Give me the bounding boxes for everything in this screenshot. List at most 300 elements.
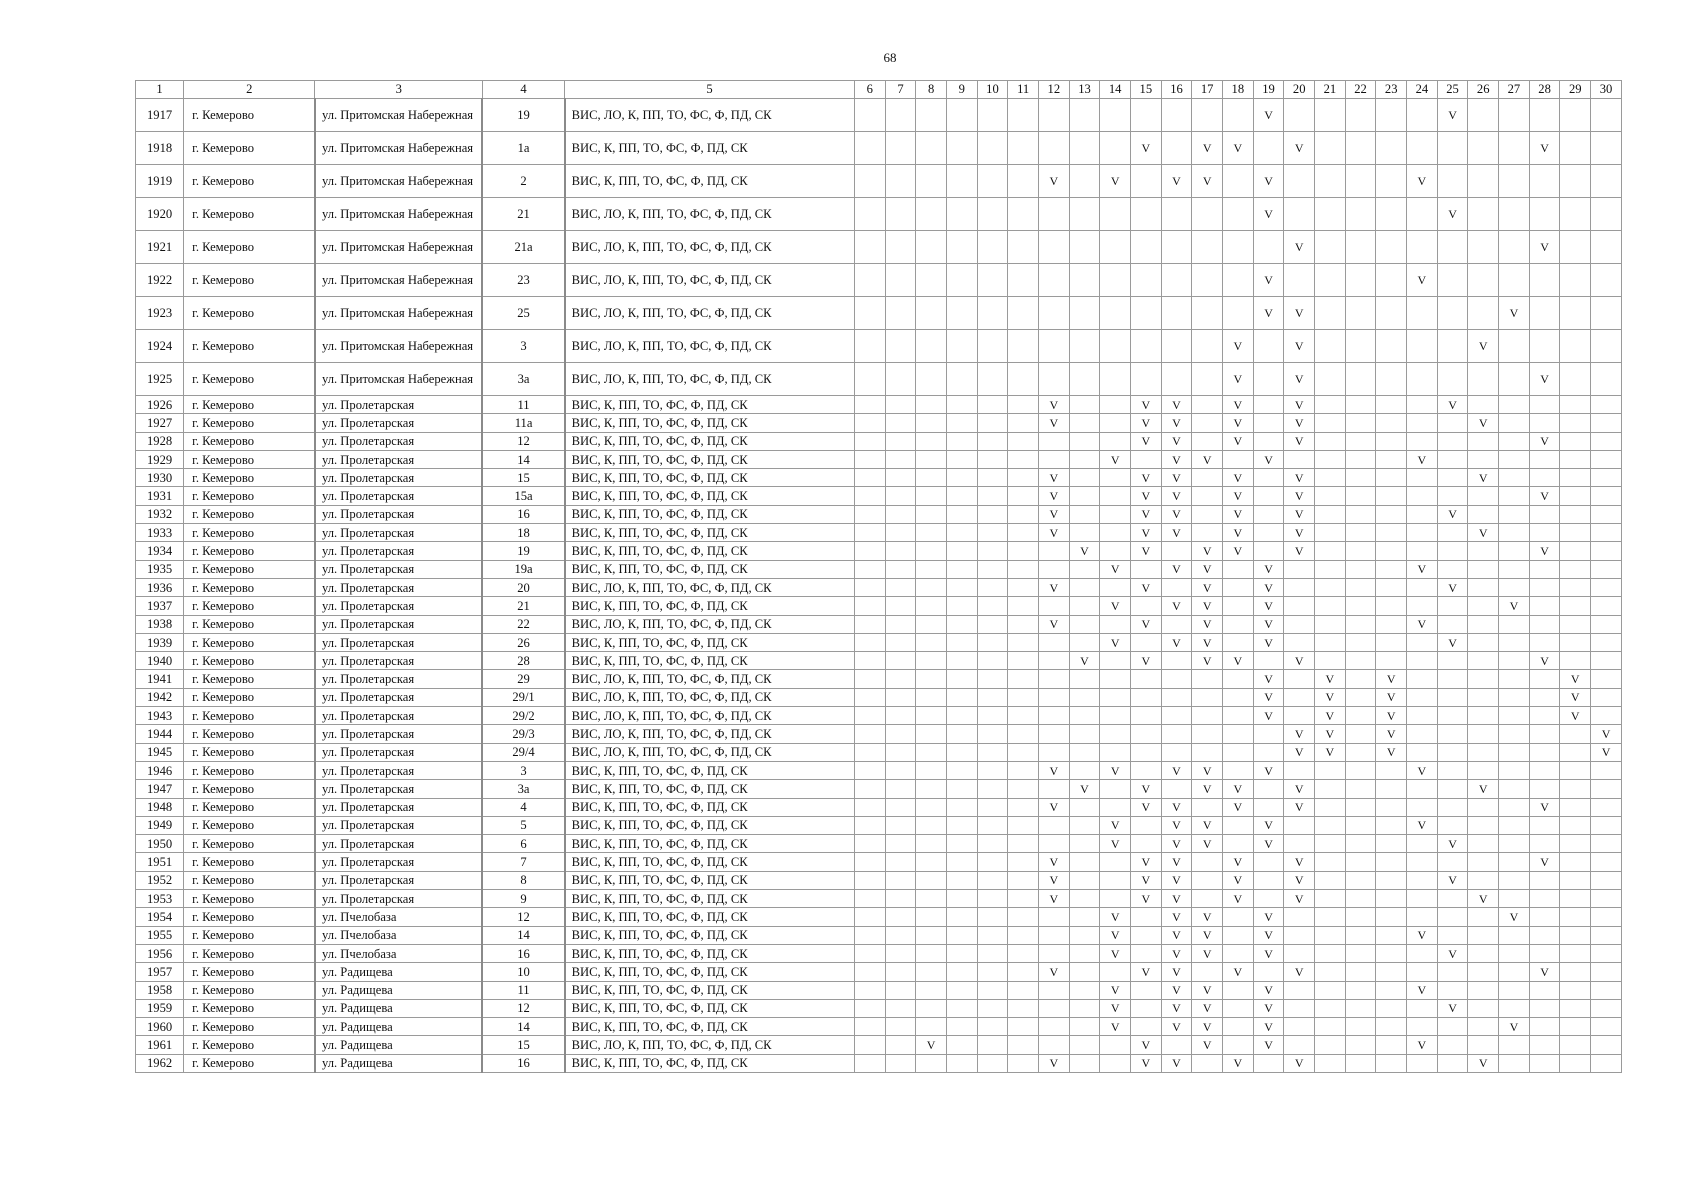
check-mark-col-16: V: [1161, 1054, 1192, 1072]
table-row: [136, 981, 1622, 999]
check-mark-col-19: V: [1253, 816, 1284, 834]
empty-cell-col-13: [1069, 396, 1100, 414]
check-mark-col-13: V: [1069, 542, 1100, 560]
empty-cell-col-11: [1008, 999, 1039, 1017]
empty-cell-col-8: [916, 1054, 947, 1072]
empty-cell-col-26: [1468, 688, 1499, 706]
empty-cell-col-26: [1468, 908, 1499, 926]
table-row: [136, 652, 1622, 670]
works-cell: ВИС, К, ПП, ТО, ФС, Ф, ПД, СК: [565, 469, 855, 487]
check-mark-col-19: V: [1253, 578, 1284, 596]
empty-cell-col-30: [1591, 853, 1622, 871]
check-mark-col-16: V: [1161, 1018, 1192, 1036]
column-header-7: 7: [885, 81, 916, 99]
empty-cell-col-10: [977, 505, 1008, 523]
empty-cell-col-11: [1008, 926, 1039, 944]
empty-cell-col-23: [1376, 633, 1407, 651]
check-mark-col-15: V: [1131, 853, 1162, 871]
table-row: [136, 707, 1622, 725]
empty-cell-col-25: [1437, 597, 1468, 615]
empty-cell-col-11: [1008, 707, 1039, 725]
empty-cell-col-11: [1008, 725, 1039, 743]
check-mark-col-23: V: [1376, 670, 1407, 688]
empty-cell-col-23: [1376, 524, 1407, 542]
check-mark-col-19: V: [1253, 835, 1284, 853]
table-row: [136, 505, 1622, 523]
works-cell: ВИС, К, ПП, ТО, ФС, Ф, ПД, СК: [565, 524, 855, 542]
check-mark-col-16: V: [1161, 450, 1192, 468]
empty-cell-col-27: [1499, 670, 1530, 688]
city-cell: г. Кемерово: [184, 1036, 315, 1054]
check-mark-col-12: V: [1038, 578, 1069, 596]
empty-cell-col-28: [1529, 944, 1560, 962]
empty-cell-col-24: [1407, 725, 1438, 743]
empty-cell-col-29: [1560, 396, 1591, 414]
check-mark-col-24: V: [1407, 560, 1438, 578]
empty-cell-col-19: [1253, 853, 1284, 871]
empty-cell-col-13: [1069, 816, 1100, 834]
empty-cell-col-26: [1468, 198, 1499, 231]
column-header-8: 8: [916, 81, 947, 99]
works-cell: ВИС, ЛО, К, ПП, ТО, ФС, Ф, ПД, СК: [565, 264, 855, 297]
empty-cell-col-9: [946, 652, 977, 670]
column-header-24: 24: [1407, 81, 1438, 99]
check-mark-col-17: V: [1192, 926, 1223, 944]
empty-cell-col-9: [946, 981, 977, 999]
empty-cell-col-21: [1315, 963, 1346, 981]
empty-cell-col-24: [1407, 578, 1438, 596]
check-mark-col-26: V: [1468, 330, 1499, 363]
empty-cell-col-9: [946, 231, 977, 264]
check-mark-col-16: V: [1161, 597, 1192, 615]
empty-cell-col-29: [1560, 487, 1591, 505]
empty-cell-col-11: [1008, 363, 1039, 396]
empty-cell-col-22: [1345, 231, 1376, 264]
empty-cell-col-22: [1345, 688, 1376, 706]
empty-cell-col-25: [1437, 1036, 1468, 1054]
table-row: [136, 633, 1622, 651]
empty-cell-col-7: [885, 432, 916, 450]
house-number-cell: 12: [482, 908, 564, 926]
empty-cell-col-16: [1161, 743, 1192, 761]
column-header-4: 4: [482, 81, 564, 99]
empty-cell-col-13: [1069, 908, 1100, 926]
empty-cell-col-7: [885, 414, 916, 432]
row-number: 1931: [136, 487, 184, 505]
empty-cell-col-29: [1560, 414, 1591, 432]
empty-cell-col-17: [1192, 99, 1223, 132]
column-header-23: 23: [1376, 81, 1407, 99]
check-mark-col-20: V: [1284, 132, 1315, 165]
empty-cell-col-12: [1038, 688, 1069, 706]
empty-cell-col-26: [1468, 450, 1499, 468]
empty-cell-col-10: [977, 615, 1008, 633]
empty-cell-col-9: [946, 363, 977, 396]
empty-cell-col-22: [1345, 99, 1376, 132]
empty-cell-col-21: [1315, 652, 1346, 670]
empty-cell-col-7: [885, 633, 916, 651]
check-mark-col-16: V: [1161, 524, 1192, 542]
empty-cell-col-10: [977, 542, 1008, 560]
empty-cell-col-29: [1560, 469, 1591, 487]
check-mark-col-16: V: [1161, 761, 1192, 779]
empty-cell-col-18: [1223, 743, 1254, 761]
row-number: 1951: [136, 853, 184, 871]
empty-cell-col-7: [885, 297, 916, 330]
check-mark-col-14: V: [1100, 816, 1131, 834]
empty-cell-col-23: [1376, 908, 1407, 926]
empty-cell-col-27: [1499, 231, 1530, 264]
empty-cell-col-20: [1284, 198, 1315, 231]
empty-cell-col-11: [1008, 132, 1039, 165]
empty-cell-col-15: [1131, 999, 1162, 1017]
check-mark-col-16: V: [1161, 487, 1192, 505]
empty-cell-col-25: [1437, 1018, 1468, 1036]
empty-cell-col-9: [946, 835, 977, 853]
empty-cell-col-14: [1100, 542, 1131, 560]
empty-cell-col-26: [1468, 231, 1499, 264]
empty-cell-col-26: [1468, 132, 1499, 165]
city-cell: г. Кемерово: [184, 816, 315, 834]
empty-cell-col-7: [885, 999, 916, 1017]
empty-cell-col-26: [1468, 578, 1499, 596]
city-cell: г. Кемерово: [184, 963, 315, 981]
empty-cell-col-29: [1560, 231, 1591, 264]
empty-cell-col-25: [1437, 743, 1468, 761]
empty-cell-col-11: [1008, 542, 1039, 560]
check-mark-col-16: V: [1161, 560, 1192, 578]
empty-cell-col-18: [1223, 597, 1254, 615]
check-mark-col-26: V: [1468, 1054, 1499, 1072]
check-mark-col-24: V: [1407, 615, 1438, 633]
empty-cell-col-23: [1376, 414, 1407, 432]
empty-cell-col-10: [977, 944, 1008, 962]
empty-cell-col-21: [1315, 524, 1346, 542]
street-cell: ул. Пролетарская: [315, 487, 482, 505]
house-number-cell: 10: [482, 963, 564, 981]
empty-cell-col-29: [1560, 999, 1591, 1017]
empty-cell-col-28: [1529, 835, 1560, 853]
empty-cell-col-16: [1161, 132, 1192, 165]
empty-cell-col-23: [1376, 231, 1407, 264]
empty-cell-col-24: [1407, 1054, 1438, 1072]
check-mark-col-19: V: [1253, 707, 1284, 725]
empty-cell-col-30: [1591, 505, 1622, 523]
empty-cell-col-23: [1376, 652, 1407, 670]
empty-cell-col-8: [916, 132, 947, 165]
empty-cell-col-28: [1529, 469, 1560, 487]
empty-cell-col-8: [916, 944, 947, 962]
empty-cell-col-11: [1008, 798, 1039, 816]
table-row: [136, 132, 1622, 165]
works-cell: ВИС, К, ПП, ТО, ФС, Ф, ПД, СК: [565, 999, 855, 1017]
empty-cell-col-11: [1008, 1018, 1039, 1036]
empty-cell-col-29: [1560, 165, 1591, 198]
works-cell: ВИС, ЛО, К, ПП, ТО, ФС, Ф, ПД, СК: [565, 330, 855, 363]
empty-cell-col-8: [916, 450, 947, 468]
street-cell: ул. Пролетарская: [315, 505, 482, 523]
empty-cell-col-18: [1223, 198, 1254, 231]
table-row: [136, 798, 1622, 816]
empty-cell-col-22: [1345, 725, 1376, 743]
empty-cell-col-16: [1161, 615, 1192, 633]
table-row: [136, 743, 1622, 761]
empty-cell-col-21: [1315, 633, 1346, 651]
empty-cell-col-14: [1100, 330, 1131, 363]
check-mark-col-19: V: [1253, 926, 1284, 944]
empty-cell-col-20: [1284, 264, 1315, 297]
empty-cell-col-10: [977, 487, 1008, 505]
check-mark-col-14: V: [1100, 761, 1131, 779]
table-row: [136, 890, 1622, 908]
row-number: 1947: [136, 780, 184, 798]
empty-cell-col-24: [1407, 542, 1438, 560]
empty-cell-col-19: [1253, 524, 1284, 542]
empty-cell-col-21: [1315, 132, 1346, 165]
empty-cell-col-23: [1376, 761, 1407, 779]
house-number-cell: 16: [482, 1054, 564, 1072]
empty-cell-col-25: [1437, 652, 1468, 670]
empty-cell-col-8: [916, 597, 947, 615]
empty-cell-col-25: [1437, 926, 1468, 944]
empty-cell-col-9: [946, 524, 977, 542]
empty-cell-col-26: [1468, 1018, 1499, 1036]
empty-cell-col-30: [1591, 999, 1622, 1017]
empty-cell-col-29: [1560, 560, 1591, 578]
empty-cell-col-26: [1468, 999, 1499, 1017]
empty-cell-col-30: [1591, 761, 1622, 779]
empty-cell-col-16: [1161, 297, 1192, 330]
empty-cell-col-28: [1529, 761, 1560, 779]
check-mark-col-28: V: [1529, 363, 1560, 396]
empty-cell-col-7: [885, 707, 916, 725]
table-row: [136, 330, 1622, 363]
empty-cell-col-10: [977, 981, 1008, 999]
empty-cell-col-16: [1161, 264, 1192, 297]
city-cell: г. Кемерово: [184, 615, 315, 633]
empty-cell-col-10: [977, 816, 1008, 834]
empty-cell-col-22: [1345, 432, 1376, 450]
empty-cell-col-23: [1376, 871, 1407, 889]
empty-cell-col-9: [946, 505, 977, 523]
check-mark-col-15: V: [1131, 780, 1162, 798]
empty-cell-col-22: [1345, 578, 1376, 596]
empty-cell-col-27: [1499, 1036, 1530, 1054]
empty-cell-col-17: [1192, 469, 1223, 487]
house-number-cell: 29/4: [482, 743, 564, 761]
empty-cell-col-14: [1100, 725, 1131, 743]
works-cell: ВИС, К, ПП, ТО, ФС, Ф, ПД, СК: [565, 780, 855, 798]
empty-cell-col-9: [946, 670, 977, 688]
empty-cell-col-30: [1591, 99, 1622, 132]
empty-cell-col-22: [1345, 560, 1376, 578]
check-mark-col-23: V: [1376, 707, 1407, 725]
city-cell: г. Кемерово: [184, 450, 315, 468]
empty-cell-col-6: [854, 1036, 885, 1054]
empty-cell-col-20: [1284, 999, 1315, 1017]
empty-cell-col-19: [1253, 963, 1284, 981]
row-number: 1952: [136, 871, 184, 889]
works-cell: ВИС, К, ПП, ТО, ФС, Ф, ПД, СК: [565, 798, 855, 816]
empty-cell-col-14: [1100, 1036, 1131, 1054]
check-mark-col-8: V: [916, 1036, 947, 1054]
empty-cell-col-9: [946, 487, 977, 505]
row-number: 1935: [136, 560, 184, 578]
check-mark-col-17: V: [1192, 615, 1223, 633]
street-cell: ул. Радищева: [315, 999, 482, 1017]
check-mark-col-18: V: [1223, 963, 1254, 981]
empty-cell-col-23: [1376, 165, 1407, 198]
empty-cell-col-26: [1468, 363, 1499, 396]
empty-cell-col-30: [1591, 890, 1622, 908]
empty-cell-col-22: [1345, 1018, 1376, 1036]
check-mark-col-19: V: [1253, 1036, 1284, 1054]
empty-cell-col-7: [885, 981, 916, 999]
empty-cell-col-10: [977, 963, 1008, 981]
empty-cell-col-18: [1223, 165, 1254, 198]
empty-cell-col-16: [1161, 652, 1192, 670]
empty-cell-col-30: [1591, 688, 1622, 706]
empty-cell-col-26: [1468, 396, 1499, 414]
empty-cell-col-19: [1253, 743, 1284, 761]
house-number-cell: 16: [482, 505, 564, 523]
check-mark-col-19: V: [1253, 450, 1284, 468]
check-mark-col-18: V: [1223, 542, 1254, 560]
empty-cell-col-28: [1529, 871, 1560, 889]
empty-cell-col-27: [1499, 816, 1530, 834]
house-number-cell: 11: [482, 396, 564, 414]
empty-cell-col-25: [1437, 761, 1468, 779]
empty-cell-col-22: [1345, 890, 1376, 908]
empty-cell-col-26: [1468, 597, 1499, 615]
empty-cell-col-24: [1407, 524, 1438, 542]
row-number: 1936: [136, 578, 184, 596]
check-mark-col-18: V: [1223, 363, 1254, 396]
empty-cell-col-12: [1038, 999, 1069, 1017]
empty-cell-col-21: [1315, 469, 1346, 487]
check-mark-col-12: V: [1038, 853, 1069, 871]
check-mark-col-16: V: [1161, 432, 1192, 450]
row-number: 1927: [136, 414, 184, 432]
street-cell: ул. Пролетарская: [315, 396, 482, 414]
empty-cell-col-8: [916, 981, 947, 999]
empty-cell-col-27: [1499, 487, 1530, 505]
check-mark-col-15: V: [1131, 542, 1162, 560]
table-row: [136, 99, 1622, 132]
row-number: 1940: [136, 652, 184, 670]
empty-cell-col-27: [1499, 542, 1530, 560]
check-mark-col-21: V: [1315, 743, 1346, 761]
empty-cell-col-26: [1468, 835, 1499, 853]
check-mark-col-24: V: [1407, 264, 1438, 297]
check-mark-col-14: V: [1100, 597, 1131, 615]
empty-cell-col-10: [977, 853, 1008, 871]
empty-cell-col-13: [1069, 1054, 1100, 1072]
empty-cell-col-25: [1437, 725, 1468, 743]
street-cell: ул. Радищева: [315, 963, 482, 981]
table-row: [136, 1036, 1622, 1054]
empty-cell-col-6: [854, 363, 885, 396]
empty-cell-col-26: [1468, 944, 1499, 962]
check-mark-col-17: V: [1192, 999, 1223, 1017]
check-mark-col-18: V: [1223, 890, 1254, 908]
check-mark-col-20: V: [1284, 743, 1315, 761]
empty-cell-col-8: [916, 363, 947, 396]
works-cell: ВИС, К, ПП, ТО, ФС, Ф, ПД, СК: [565, 487, 855, 505]
check-mark-col-18: V: [1223, 871, 1254, 889]
empty-cell-col-10: [977, 926, 1008, 944]
empty-cell-col-9: [946, 450, 977, 468]
works-cell: ВИС, ЛО, К, ПП, ТО, ФС, Ф, ПД, СК: [565, 615, 855, 633]
empty-cell-col-10: [977, 1036, 1008, 1054]
empty-cell-col-22: [1345, 871, 1376, 889]
street-cell: ул. Притомская Набережная: [315, 297, 482, 330]
check-mark-col-14: V: [1100, 944, 1131, 962]
empty-cell-col-15: [1131, 297, 1162, 330]
empty-cell-col-29: [1560, 432, 1591, 450]
empty-cell-col-30: [1591, 633, 1622, 651]
empty-cell-col-27: [1499, 432, 1530, 450]
empty-cell-col-22: [1345, 835, 1376, 853]
empty-cell-col-13: [1069, 743, 1100, 761]
empty-cell-col-27: [1499, 835, 1530, 853]
empty-cell-col-11: [1008, 743, 1039, 761]
empty-cell-col-19: [1253, 414, 1284, 432]
empty-cell-col-24: [1407, 707, 1438, 725]
empty-cell-col-6: [854, 578, 885, 596]
empty-cell-col-8: [916, 330, 947, 363]
empty-cell-col-29: [1560, 99, 1591, 132]
column-header-22: 22: [1345, 81, 1376, 99]
works-cell: ВИС, К, ПП, ТО, ФС, Ф, ПД, СК: [565, 165, 855, 198]
empty-cell-col-11: [1008, 670, 1039, 688]
check-mark-col-15: V: [1131, 505, 1162, 523]
city-cell: г. Кемерово: [184, 725, 315, 743]
check-mark-col-19: V: [1253, 560, 1284, 578]
empty-cell-col-11: [1008, 1036, 1039, 1054]
empty-cell-col-28: [1529, 981, 1560, 999]
empty-cell-col-22: [1345, 780, 1376, 798]
column-header-21: 21: [1315, 81, 1346, 99]
empty-cell-col-29: [1560, 780, 1591, 798]
empty-cell-col-18: [1223, 761, 1254, 779]
empty-cell-col-9: [946, 542, 977, 560]
empty-cell-col-7: [885, 132, 916, 165]
empty-cell-col-8: [916, 633, 947, 651]
empty-cell-col-23: [1376, 780, 1407, 798]
empty-cell-col-21: [1315, 999, 1346, 1017]
check-mark-col-12: V: [1038, 487, 1069, 505]
empty-cell-col-28: [1529, 688, 1560, 706]
empty-cell-col-9: [946, 908, 977, 926]
empty-cell-col-8: [916, 524, 947, 542]
empty-cell-col-13: [1069, 963, 1100, 981]
check-mark-col-12: V: [1038, 798, 1069, 816]
check-mark-col-15: V: [1131, 487, 1162, 505]
empty-cell-col-6: [854, 780, 885, 798]
check-mark-col-12: V: [1038, 761, 1069, 779]
check-mark-col-20: V: [1284, 396, 1315, 414]
empty-cell-col-20: [1284, 633, 1315, 651]
empty-cell-col-20: [1284, 944, 1315, 962]
empty-cell-col-8: [916, 198, 947, 231]
column-header-13: 13: [1069, 81, 1100, 99]
empty-cell-col-21: [1315, 1036, 1346, 1054]
empty-cell-col-10: [977, 469, 1008, 487]
empty-cell-col-18: [1223, 99, 1254, 132]
empty-cell-col-21: [1315, 816, 1346, 834]
empty-cell-col-24: [1407, 963, 1438, 981]
